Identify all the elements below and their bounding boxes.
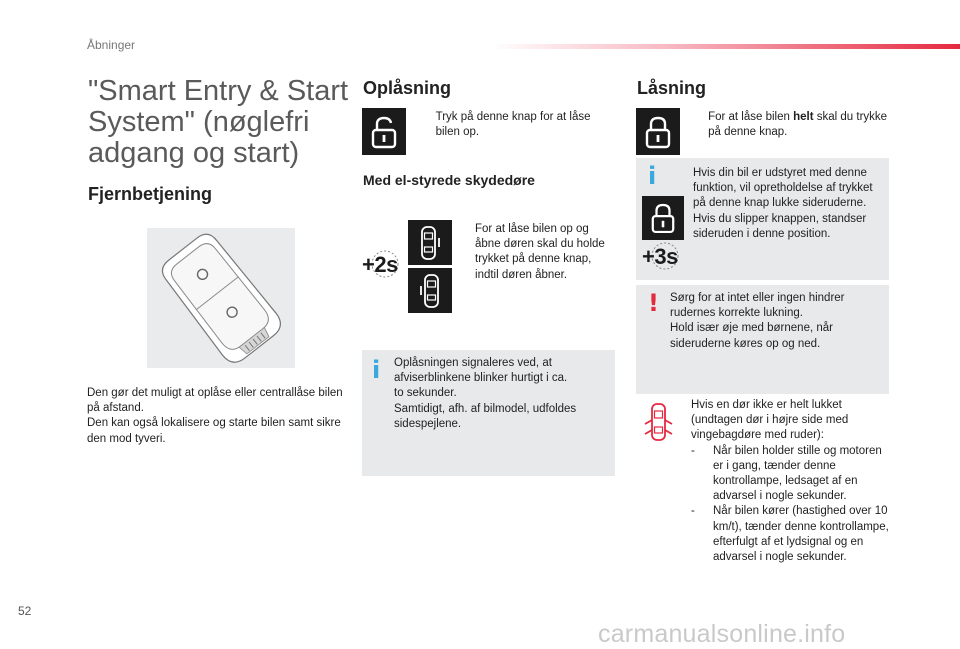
list-item: - Når bilen kører (hastighed over 10 km/t), tænder denne kontrollampe, efterfulgt af et lydsignal og en advarsel i nogle sekunder. (691, 505, 889, 564)
door-warning-description: Hvis en dør ikke er helt lukket (undtagen dør i højre side med vingebagdøre med ruder): - Når bilen holder stille og motoren er i gang, tænder denne kontrollampe, ledsaget af en advarsel i nogle sekunder. - Når bilen kører (hastighed over 10 km/t), tænder denne kontrollampe, efterfulgt af et lydsignal og en advarsel i nogle sekunder. (691, 398, 891, 565)
lock-button-icon (642, 196, 684, 240)
lock-instruction: For at låse bilen helt skal du trykke på denne knap. (708, 111, 888, 139)
warning-box-window (636, 285, 889, 394)
section-title-locking: Låsning (637, 78, 707, 98)
section-title-remote: Fjernbetjening (88, 184, 213, 204)
remote-description: Den gør det muligt at oplåse eller centrallåse bilen på afstand. Den kan også lokalisere og starte bilen samt sikre den mod tyveri. (87, 387, 343, 445)
page-number: 52 (18, 604, 32, 618)
sliding-door-right-icon (408, 220, 452, 265)
sliding-door-instruction: For at låse bilen op og åbne døren skal du holde trykket på denne knap, indtil døren åbner. (475, 223, 605, 281)
warning-icon: ! (648, 289, 659, 317)
info-icon: i (648, 162, 657, 190)
sliding-door-left-icon (408, 268, 452, 313)
warning-text: Sørg for at intet eller ingen hindrer rudernes korrekte lukning. Hold især øje med børnene, når sideruderne køres op og ned. (670, 292, 845, 350)
door-open-warning-icon (643, 400, 673, 446)
header-title: Åbninger (87, 38, 136, 52)
info-box-unlock-signal (362, 350, 615, 476)
page-title: "Smart Entry & Start System" (nøglefri adgang og start) (88, 75, 349, 169)
watermark: carmanualsonline.info (598, 620, 846, 648)
timer-2s-icon: +2s (362, 252, 398, 277)
info-box-window-closing (636, 158, 889, 280)
list-item: - Når bilen holder stille og motoren er i gang, tænder denne kontrollampe, ledsaget af en advarsel i nogle sekunder. (691, 444, 882, 503)
info-icon: i (372, 356, 381, 384)
section-title-sliding-doors: Med el-styrede skydedøre (363, 172, 535, 188)
unlock-instruction: Tryk på denne knap for at låse bilen op. (435, 111, 591, 139)
lock-button-icon (636, 108, 680, 155)
timer-3s-icon: +3s (642, 244, 678, 269)
key-fob-illustration (147, 228, 295, 368)
header-accent-bar (490, 44, 960, 49)
section-title-unlocking: Oplåsning (363, 78, 452, 98)
info-text-window: Hvis din bil er udstyret med denne funktion, vil opretholdelse af trykket på denne knap lukke sideruderne. Hvis du slipper knappen, standser sideruden i denne position. (693, 167, 873, 240)
unlock-button-icon (362, 108, 406, 155)
info-text-unlock: Oplåsningen signaleres ved, at afviserblinkene blinker hurtigt i ca. to sekunder. Samtidigt, afh. af bilmodel, udfoldes sidespejlene. (394, 357, 577, 430)
